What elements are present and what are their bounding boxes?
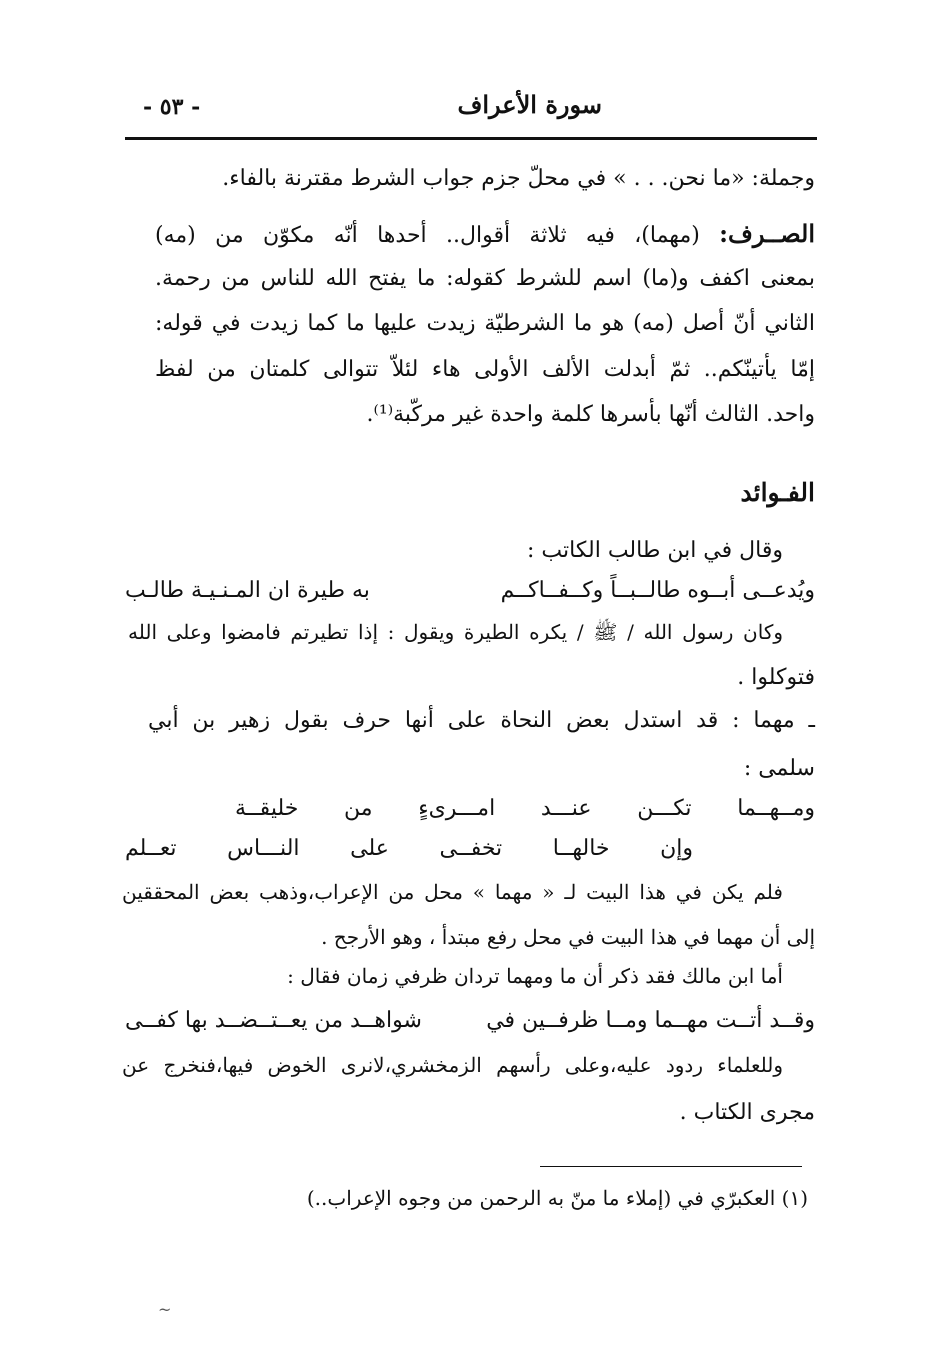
text-line	[155, 220, 815, 249]
section-heading-fawaid: الفـوائد	[740, 478, 815, 507]
text-line: وكان رسول الله / ﷺ / يكره الطيرة ويقول : إذا تطيرتم فامضوا وعلى الله	[128, 620, 783, 644]
surah-title: سورة الأعراف	[457, 90, 602, 119]
scan-mark: ~	[158, 1300, 172, 1319]
header-rule	[125, 137, 817, 140]
text-line: وللعلماء ردود عليه،وعلى رأسهم الزمخشري،لانرى الخوض فيها،فنخرج عن	[122, 1053, 783, 1077]
text-line: أما ابن مالك فقد ذكر أن ما ومهما تردان ظرفي زمان فقال :	[287, 964, 783, 988]
text-line: وجملة: «ما نحن. . . » في محلّ جزم جواب الشرط مقترنة بالفاء.	[222, 166, 815, 191]
section-label-sarf: الصــرف:	[719, 219, 815, 248]
verse-hemistich: وإن خالهــا تخفــى على النـــاس تعــلم	[125, 836, 693, 861]
page-header	[125, 88, 817, 136]
text-line: واحد. الثالث أنّها بأسرها كلمة واحدة غير مركّبة⁽¹⁾.	[366, 402, 815, 427]
text-fragment: (مهما)، فيه ثلاثة أقوال.. أحدها أنّه مكوّن من (مه)	[155, 223, 720, 248]
text-line: بمعنى اكفف و(ما) اسم للشرط كقوله: ما يفتح الله للناس من رحمة.	[155, 266, 815, 291]
footnote-rule	[540, 1166, 802, 1167]
verse-hemistich: ومــهــما تكـــن عنـــد امـــرىءٍ من خليقــة	[235, 796, 815, 821]
text-line: سلمى :	[743, 756, 815, 781]
text-line: فتوكلوا .	[737, 665, 815, 690]
text-line: مجرى الكتاب .	[679, 1100, 815, 1125]
text-line: وقال في ابن طالب الكاتب :	[527, 538, 783, 563]
text-line: ـ مهما : قد استدل بعض النحاة على أنها حرف بقول زهير بن أبي	[148, 708, 815, 733]
verse-hemistich: به طيرة ان المـنـيـة طالـب	[125, 578, 370, 603]
verse-hemistich: شواهــد من يعــتــضــد بها كفــى	[125, 1008, 422, 1033]
text-line: إمّا يأتينّكم.. ثمّ أبدلت الألف الأولى هاء لئلاّ تتوالى كلمتان من لفظ	[155, 357, 815, 382]
text-line: فلم يكن في هذا البيت لـ « مهما » محل من الإعراب،وذهب بعض المحققين	[122, 880, 783, 904]
text-line: إلى أن مهما في هذا البيت في محل رفع مبتدأ ، وهو الأرجح .	[321, 925, 815, 949]
verse-hemistich: ويُدعــى أبــوه طالــبــاً وكــفــاكــم	[500, 578, 815, 603]
footnote: (١) العكبرّي في (إملاء ما منّ به الرحمن من وجوه الإعراب..)	[306, 1186, 808, 1210]
verse-hemistich: وقــد أتــت مهــما ومــا ظرفــين في	[486, 1008, 815, 1033]
page-number: - ٥٣ -	[143, 94, 201, 120]
text-line: الثاني أنّ أصل (مه) هو ما الشرطيّة زيدت عليها ما كما زيدت في قوله:	[155, 311, 816, 336]
